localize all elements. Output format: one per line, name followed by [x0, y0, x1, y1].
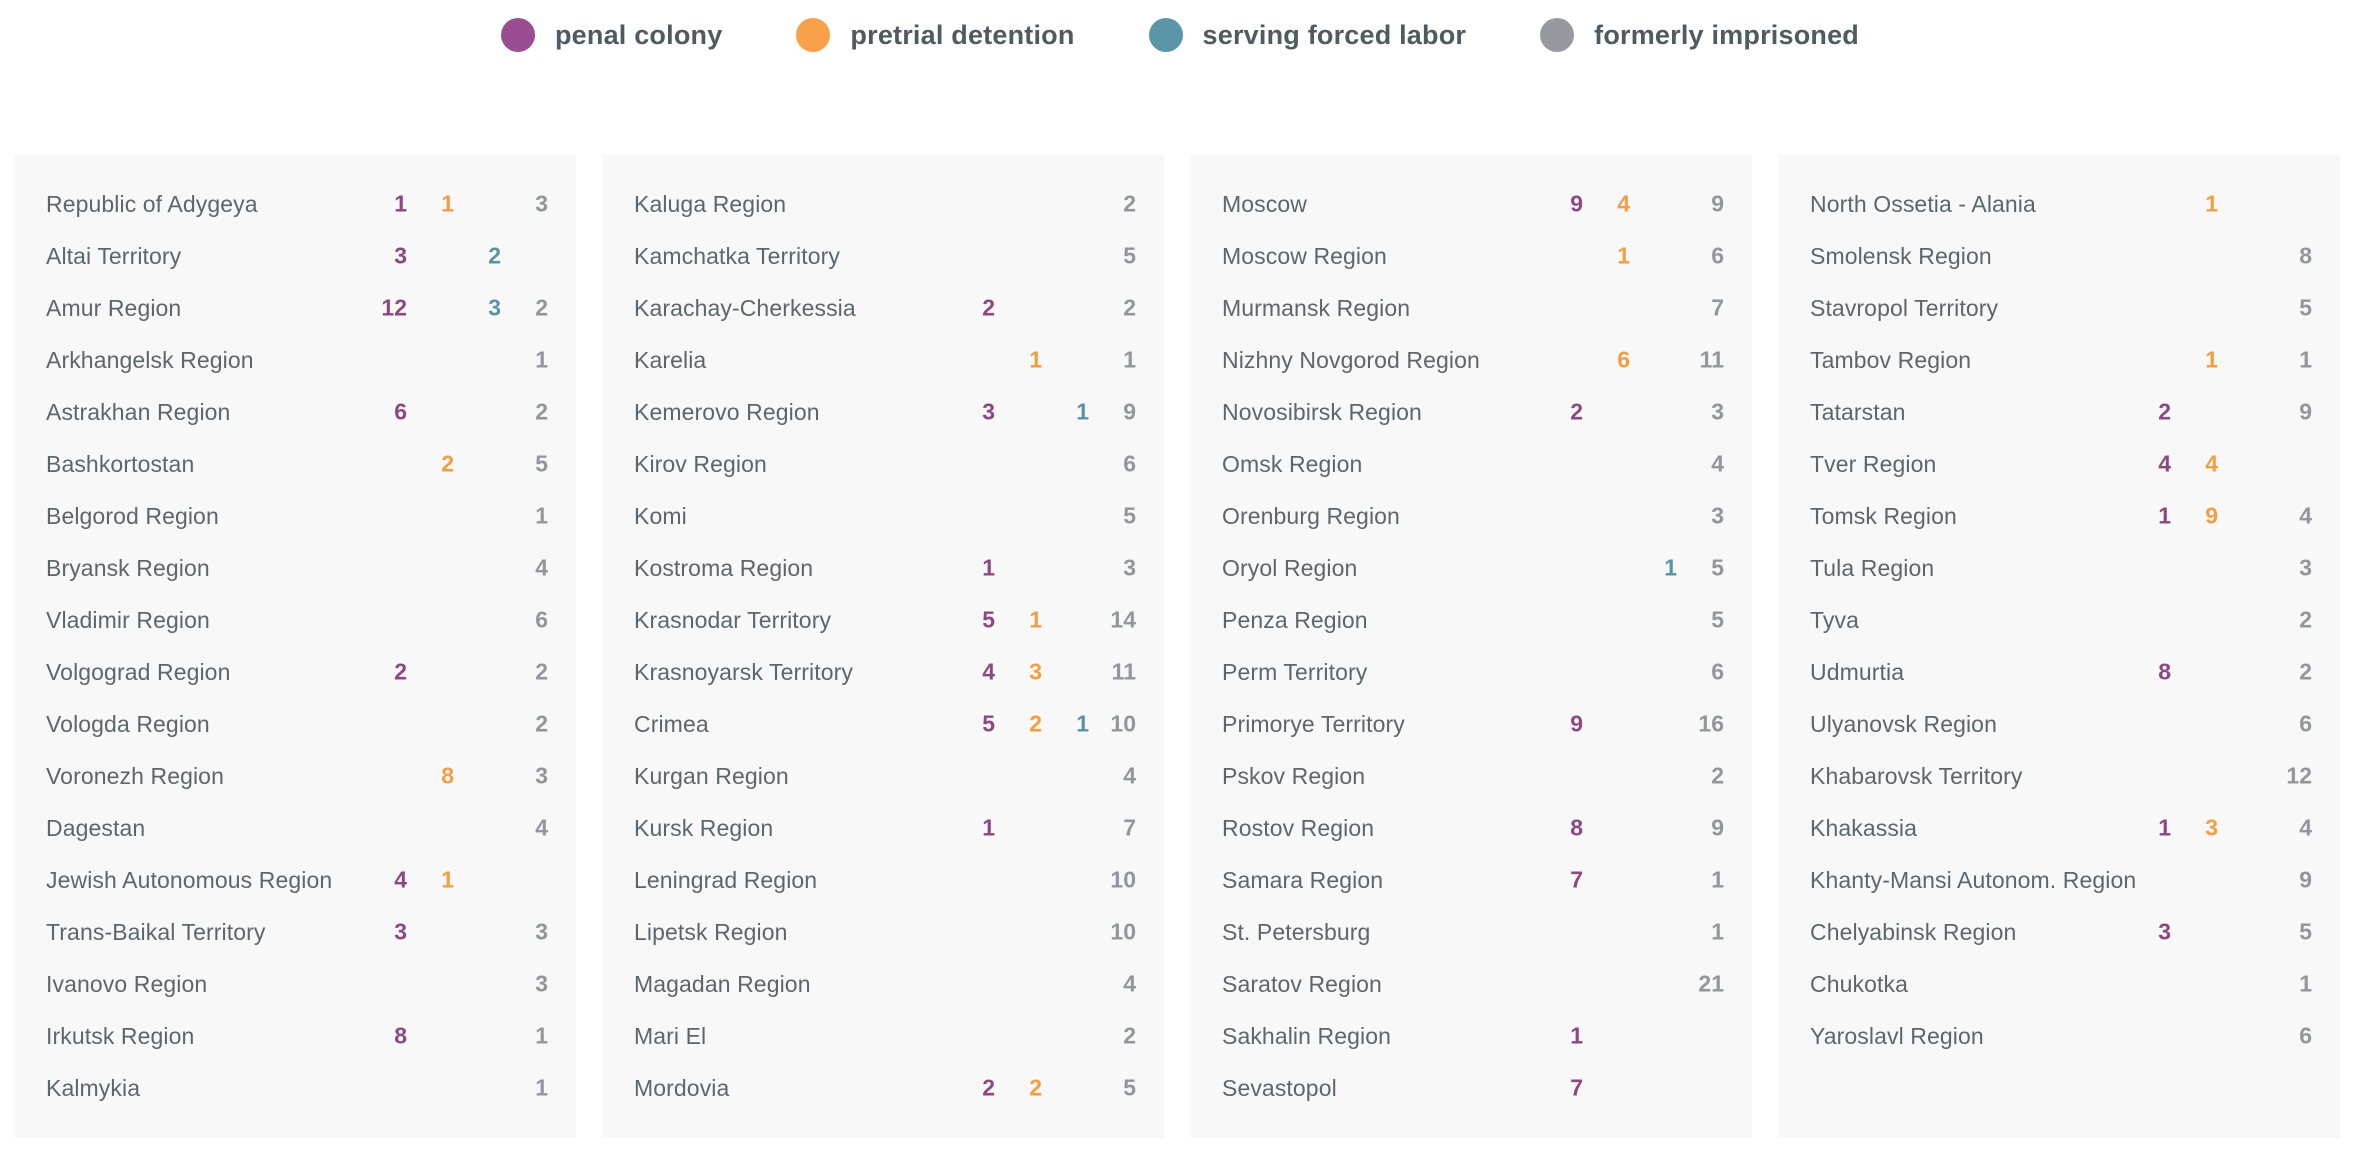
table-row [634, 230, 1150, 282]
table-row [634, 906, 1150, 958]
region-name: Samara Region [1222, 866, 1384, 893]
region-name: Arkhangelsk Region [46, 346, 254, 373]
value-penal-colony: 9 [1570, 190, 1583, 217]
region-name: Murmansk Region [1222, 294, 1411, 321]
region-column [1190, 155, 1752, 1138]
value-formerly-imprisoned: 4 [1711, 450, 1724, 477]
value-pretrial-detention: 3 [2205, 814, 2218, 841]
region-name: Smolensk Region [1810, 242, 1992, 269]
table-row [1222, 334, 1738, 386]
value-formerly-imprisoned: 9 [2299, 866, 2312, 893]
value-pretrial-detention: 6 [1617, 346, 1630, 373]
table-row [46, 438, 562, 490]
table-row [1222, 178, 1738, 230]
value-formerly-imprisoned: 5 [535, 450, 548, 477]
region-name: Belgorod Region [46, 502, 219, 529]
value-serving-forced-labor: 1 [1076, 710, 1089, 737]
value-formerly-imprisoned: 6 [1711, 658, 1724, 685]
value-formerly-imprisoned: 5 [2299, 294, 2312, 321]
value-serving-forced-labor: 1 [1076, 398, 1089, 425]
value-formerly-imprisoned: 3 [1123, 554, 1136, 581]
table-row [46, 178, 562, 230]
value-formerly-imprisoned: 1 [1711, 866, 1724, 893]
table-row [1222, 750, 1738, 802]
regions-table [14, 155, 2340, 1138]
table-row [1810, 178, 2326, 230]
region-column [602, 155, 1164, 1138]
table-row [46, 1062, 562, 1114]
table-row [1222, 230, 1738, 282]
value-formerly-imprisoned: 2 [1123, 294, 1136, 321]
table-row [1810, 698, 2326, 750]
value-formerly-imprisoned: 6 [2299, 710, 2312, 737]
value-penal-colony: 1 [2158, 502, 2171, 529]
region-name: Crimea [634, 710, 709, 737]
table-row [634, 542, 1150, 594]
value-formerly-imprisoned: 7 [1711, 294, 1724, 321]
value-pretrial-detention: 1 [2205, 346, 2218, 373]
value-pretrial-detention: 3 [1029, 658, 1042, 685]
value-formerly-imprisoned: 1 [1123, 346, 1136, 373]
value-pretrial-detention: 1 [2205, 190, 2218, 217]
value-formerly-imprisoned: 1 [1711, 918, 1724, 945]
value-penal-colony: 7 [1570, 1074, 1583, 1101]
region-name: Tyva [1810, 606, 1859, 633]
value-formerly-imprisoned: 6 [1711, 242, 1724, 269]
region-name: Penza Region [1222, 606, 1368, 633]
region-name: Chukotka [1810, 970, 1908, 997]
value-pretrial-detention: 2 [1029, 710, 1042, 737]
value-formerly-imprisoned: 2 [535, 294, 548, 321]
value-formerly-imprisoned: 3 [535, 190, 548, 217]
table-row [1222, 1062, 1738, 1114]
region-name: Rostov Region [1222, 814, 1375, 841]
value-pretrial-detention: 8 [441, 762, 454, 789]
region-name: Pskov Region [1222, 762, 1366, 789]
region-name: Mordovia [634, 1074, 730, 1101]
table-row [1810, 958, 2326, 1010]
value-formerly-imprisoned: 3 [1711, 398, 1724, 425]
table-row [634, 1062, 1150, 1114]
region-name: Komi [634, 502, 687, 529]
penal-colony-swatch-icon [501, 18, 535, 52]
value-pretrial-detention: 1 [1617, 242, 1630, 269]
region-name: Volgograd Region [46, 658, 231, 685]
region-name: Kursk Region [634, 814, 774, 841]
region-name: Sevastopol [1222, 1074, 1337, 1101]
table-row [46, 698, 562, 750]
value-formerly-imprisoned: 9 [2299, 398, 2312, 425]
region-name: Moscow Region [1222, 242, 1387, 269]
region-name: Saratov Region [1222, 970, 1382, 997]
region-name: Irkutsk Region [46, 1022, 195, 1049]
table-row [1222, 698, 1738, 750]
value-formerly-imprisoned: 4 [2299, 502, 2312, 529]
value-pretrial-detention: 4 [1617, 190, 1630, 217]
region-name: Bashkortostan [46, 450, 195, 477]
region-name: Jewish Autonomous Region [46, 866, 333, 893]
region-name: Karachay-Cherkessia [634, 294, 856, 321]
value-formerly-imprisoned: 3 [535, 970, 548, 997]
value-formerly-imprisoned: 3 [1711, 502, 1724, 529]
table-row [634, 698, 1150, 750]
table-row [46, 594, 562, 646]
value-pretrial-detention: 9 [2205, 502, 2218, 529]
table-row [46, 230, 562, 282]
value-formerly-imprisoned: 1 [535, 1074, 548, 1101]
table-row [1810, 646, 2326, 698]
region-name: North Ossetia - Alania [1810, 190, 2036, 217]
value-formerly-imprisoned: 9 [1711, 190, 1724, 217]
value-formerly-imprisoned: 5 [1711, 554, 1724, 581]
value-penal-colony: 7 [1570, 866, 1583, 893]
table-row [1810, 490, 2326, 542]
region-name: Omsk Region [1222, 450, 1363, 477]
value-formerly-imprisoned: 1 [2299, 346, 2312, 373]
value-formerly-imprisoned: 2 [2299, 658, 2312, 685]
region-name: Magadan Region [634, 970, 811, 997]
table-row [634, 282, 1150, 334]
region-name: Nizhny Novgorod Region [1222, 346, 1480, 373]
table-row [46, 802, 562, 854]
table-row [46, 490, 562, 542]
table-row [1222, 1010, 1738, 1062]
value-formerly-imprisoned: 11 [1699, 346, 1724, 373]
value-formerly-imprisoned: 3 [2299, 554, 2312, 581]
value-formerly-imprisoned: 2 [535, 658, 548, 685]
region-name: Chelyabinsk Region [1810, 918, 2017, 945]
table-row [1222, 386, 1738, 438]
region-name: Kaluga Region [634, 190, 787, 217]
value-pretrial-detention: 1 [1029, 606, 1042, 633]
region-name: Kirov Region [634, 450, 767, 477]
table-row [634, 386, 1150, 438]
table-row [634, 1010, 1150, 1062]
value-formerly-imprisoned: 2 [1123, 190, 1136, 217]
table-row [634, 750, 1150, 802]
region-name: Oryol Region [1222, 554, 1358, 581]
formerly-imprisoned-swatch-icon [1540, 18, 1574, 52]
region-name: Novosibirsk Region [1222, 398, 1422, 425]
value-penal-colony: 3 [394, 918, 407, 945]
value-formerly-imprisoned: 3 [535, 918, 548, 945]
value-formerly-imprisoned: 2 [535, 710, 548, 737]
value-formerly-imprisoned: 5 [1711, 606, 1724, 633]
region-name: Kostroma Region [634, 554, 814, 581]
table-row [46, 282, 562, 334]
region-name: Kurgan Region [634, 762, 789, 789]
value-formerly-imprisoned: 11 [1111, 658, 1136, 685]
table-row [46, 542, 562, 594]
value-pretrial-detention: 2 [441, 450, 454, 477]
value-penal-colony: 12 [381, 294, 407, 321]
value-penal-colony: 2 [394, 658, 407, 685]
value-serving-forced-labor: 2 [488, 242, 501, 269]
table-row [634, 178, 1150, 230]
value-penal-colony: 9 [1570, 710, 1583, 737]
table-row [1810, 1010, 2326, 1062]
value-penal-colony: 2 [982, 1074, 995, 1101]
region-name: Khanty-Mansi Autonom. Region [1810, 866, 2137, 893]
value-formerly-imprisoned: 2 [1123, 1022, 1136, 1049]
table-row [46, 386, 562, 438]
value-pretrial-detention: 2 [1029, 1074, 1042, 1101]
value-penal-colony: 4 [394, 866, 407, 893]
region-name: Tatarstan [1810, 398, 1906, 425]
table-row [1810, 438, 2326, 490]
region-name: Voronezh Region [46, 762, 224, 789]
region-name: Ivanovo Region [46, 970, 208, 997]
legend-label-pretrial-detention: pretrial detention [850, 19, 1075, 50]
value-penal-colony: 2 [1570, 398, 1583, 425]
region-name: Lipetsk Region [634, 918, 788, 945]
value-formerly-imprisoned: 21 [1698, 970, 1724, 997]
table-row [634, 594, 1150, 646]
value-formerly-imprisoned: 16 [1698, 710, 1724, 737]
region-name: Astrakhan Region [46, 398, 231, 425]
value-penal-colony: 4 [982, 658, 995, 685]
value-formerly-imprisoned: 6 [1123, 450, 1136, 477]
legend-label-formerly-imprisoned: formerly imprisoned [1594, 19, 1859, 50]
region-name: Leningrad Region [634, 866, 818, 893]
table-row [1222, 646, 1738, 698]
table-row [1810, 802, 2326, 854]
table-row [634, 646, 1150, 698]
table-row [634, 802, 1150, 854]
region-name: Amur Region [46, 294, 182, 321]
region-name: Vologda Region [46, 710, 210, 737]
table-row [1810, 854, 2326, 906]
value-formerly-imprisoned: 12 [2286, 762, 2312, 789]
region-name: Bryansk Region [46, 554, 210, 581]
region-name: Krasnodar Territory [634, 606, 832, 633]
region-name: Altai Territory [46, 242, 182, 269]
value-formerly-imprisoned: 4 [1123, 970, 1136, 997]
region-name: Vladimir Region [46, 606, 210, 633]
table-row [1222, 594, 1738, 646]
region-name: Primorye Territory [1222, 710, 1405, 737]
value-penal-colony: 1 [394, 190, 407, 217]
region-name: Kemerovo Region [634, 398, 820, 425]
value-formerly-imprisoned: 9 [1711, 814, 1724, 841]
value-penal-colony: 8 [394, 1022, 407, 1049]
table-row [1222, 906, 1738, 958]
value-formerly-imprisoned: 2 [535, 398, 548, 425]
region-name: Tver Region [1810, 450, 1937, 477]
value-formerly-imprisoned: 5 [2299, 918, 2312, 945]
value-formerly-imprisoned: 4 [535, 814, 548, 841]
region-name: Tomsk Region [1810, 502, 1957, 529]
region-name: Moscow [1222, 190, 1307, 217]
region-name: Ulyanovsk Region [1810, 710, 1997, 737]
table-row [46, 1010, 562, 1062]
value-formerly-imprisoned: 4 [2299, 814, 2312, 841]
value-penal-colony: 8 [1570, 814, 1583, 841]
value-formerly-imprisoned: 10 [1110, 918, 1136, 945]
region-column [14, 155, 576, 1138]
serving-forced-labor-swatch-icon [1149, 18, 1183, 52]
table-row [46, 854, 562, 906]
table-row [1810, 594, 2326, 646]
value-formerly-imprisoned: 2 [2299, 606, 2312, 633]
table-row [46, 750, 562, 802]
region-name: St. Petersburg [1222, 918, 1371, 945]
table-row [1222, 854, 1738, 906]
region-column [1778, 155, 2340, 1138]
region-name: Tula Region [1810, 554, 1935, 581]
value-serving-forced-labor: 1 [1664, 554, 1677, 581]
value-penal-colony: 1 [982, 814, 995, 841]
value-formerly-imprisoned: 1 [535, 1022, 548, 1049]
region-name: Khabarovsk Territory [1810, 762, 2023, 789]
value-formerly-imprisoned: 1 [535, 502, 548, 529]
value-penal-colony: 4 [2158, 450, 2171, 477]
region-name: Tambov Region [1810, 346, 1972, 373]
region-name: Dagestan [46, 814, 146, 841]
value-penal-colony: 3 [2158, 918, 2171, 945]
value-penal-colony: 5 [982, 710, 995, 737]
value-formerly-imprisoned: 1 [2299, 970, 2312, 997]
pretrial-detention-swatch-icon [796, 18, 830, 52]
value-penal-colony: 3 [982, 398, 995, 425]
region-name: Perm Territory [1222, 658, 1368, 685]
table-row [1810, 906, 2326, 958]
value-penal-colony: 8 [2158, 658, 2171, 685]
value-formerly-imprisoned: 4 [535, 554, 548, 581]
table-row [1810, 542, 2326, 594]
table-row [634, 490, 1150, 542]
value-formerly-imprisoned: 14 [1110, 606, 1136, 633]
value-formerly-imprisoned: 6 [535, 606, 548, 633]
value-penal-colony: 1 [982, 554, 995, 581]
value-pretrial-detention: 1 [1029, 346, 1042, 373]
value-penal-colony: 5 [982, 606, 995, 633]
value-penal-colony: 1 [2158, 814, 2171, 841]
table-row [46, 958, 562, 1010]
table-row [1222, 490, 1738, 542]
value-formerly-imprisoned: 9 [1123, 398, 1136, 425]
region-name: Kamchatka Territory [634, 242, 840, 269]
value-pretrial-detention: 1 [441, 190, 454, 217]
legend-label-penal-colony: penal colony [554, 19, 723, 50]
legend-item-formerly-imprisoned [1540, 18, 1859, 52]
table-row [1222, 438, 1738, 490]
table-row [1810, 386, 2326, 438]
value-pretrial-detention: 4 [2205, 450, 2218, 477]
value-formerly-imprisoned: 8 [2299, 242, 2312, 269]
region-name: Mari El [634, 1022, 707, 1049]
table-row [1810, 230, 2326, 282]
table-row [634, 334, 1150, 386]
value-formerly-imprisoned: 10 [1110, 710, 1136, 737]
value-penal-colony: 1 [1570, 1022, 1583, 1049]
region-name: Kalmykia [46, 1074, 141, 1101]
value-pretrial-detention: 1 [441, 866, 454, 893]
value-formerly-imprisoned: 7 [1123, 814, 1136, 841]
table-row [46, 646, 562, 698]
region-name: Udmurtia [1810, 658, 1905, 685]
value-penal-colony: 2 [982, 294, 995, 321]
value-serving-forced-labor: 3 [488, 294, 501, 321]
value-formerly-imprisoned: 6 [2299, 1022, 2312, 1049]
region-name: Krasnoyarsk Territory [634, 658, 853, 685]
value-formerly-imprisoned: 4 [1123, 762, 1136, 789]
legend-item-pretrial-detention [796, 18, 1074, 52]
value-formerly-imprisoned: 5 [1123, 1074, 1136, 1101]
region-name: Stavropol Territory [1810, 294, 1999, 321]
table-row [1222, 802, 1738, 854]
legend [0, 18, 2360, 52]
value-formerly-imprisoned: 2 [1711, 762, 1724, 789]
legend-label-serving-forced-labor: serving forced labor [1202, 19, 1467, 50]
value-formerly-imprisoned: 3 [535, 762, 548, 789]
region-name: Sakhalin Region [1222, 1022, 1392, 1049]
value-formerly-imprisoned: 1 [535, 346, 548, 373]
table-row [634, 438, 1150, 490]
legend-item-penal-colony [501, 18, 722, 52]
table-row [46, 906, 562, 958]
table-row [1222, 282, 1738, 334]
table-row [46, 334, 562, 386]
table-row [1810, 334, 2326, 386]
value-formerly-imprisoned: 5 [1123, 502, 1136, 529]
table-row [1810, 282, 2326, 334]
table-row [634, 854, 1150, 906]
table-row [1222, 958, 1738, 1010]
value-penal-colony: 2 [2158, 398, 2171, 425]
table-row [1810, 750, 2326, 802]
region-name: Republic of Adygeya [46, 190, 258, 217]
region-name: Karelia [634, 346, 707, 373]
region-name: Khakassia [1810, 814, 1918, 841]
region-name: Yaroslavl Region [1810, 1022, 1984, 1049]
legend-item-serving-forced-labor [1149, 18, 1467, 52]
value-penal-colony: 3 [394, 242, 407, 269]
table-row [1222, 542, 1738, 594]
value-formerly-imprisoned: 5 [1123, 242, 1136, 269]
region-name: Orenburg Region [1222, 502, 1400, 529]
table-row [634, 958, 1150, 1010]
region-name: Trans-Baikal Territory [46, 918, 266, 945]
value-formerly-imprisoned: 10 [1110, 866, 1136, 893]
value-penal-colony: 6 [394, 398, 407, 425]
